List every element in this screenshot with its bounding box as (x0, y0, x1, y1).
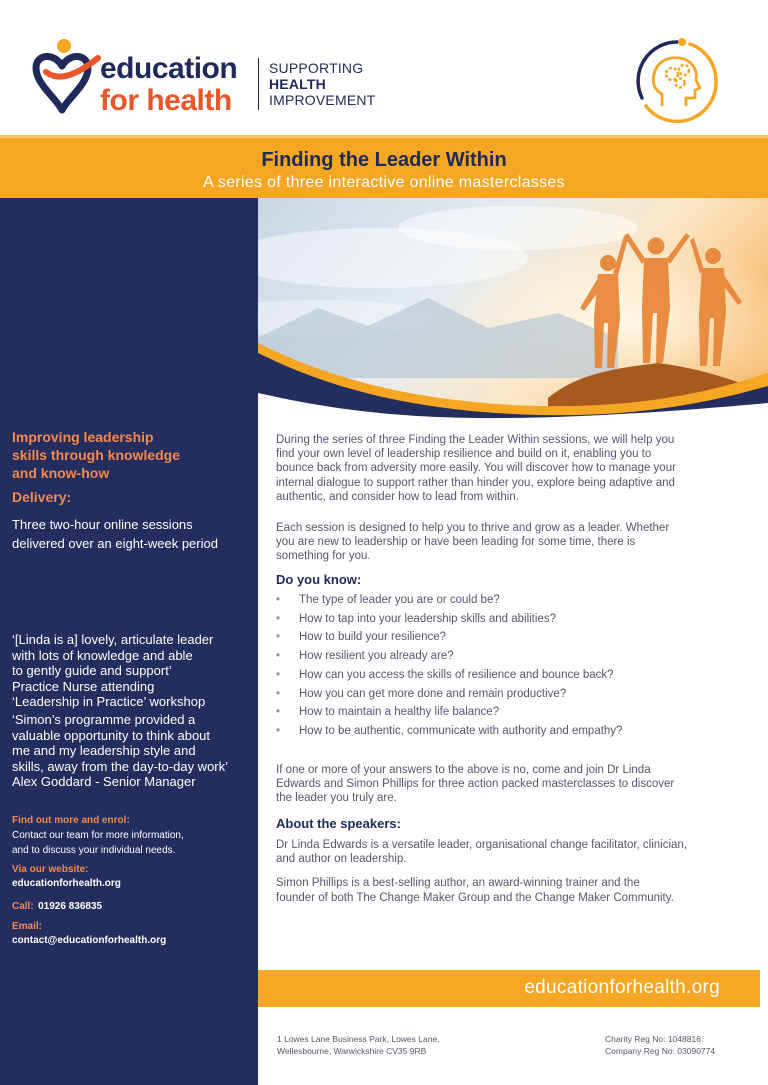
about-speakers-section (276, 816, 746, 905)
title-banner (0, 135, 768, 198)
delivery-line-2: delivered over an eight-week period (12, 536, 218, 551)
tagline-line-2: HEALTH (269, 76, 326, 92)
enrol-line-1: Contact our team for more information, (12, 830, 184, 841)
quote2-line-3: me and my leadership style and (12, 743, 196, 758)
logo-divider (258, 58, 259, 110)
education-for-health-logo (28, 38, 268, 118)
question-list (276, 591, 746, 741)
delivery-section (12, 488, 252, 553)
hero-image (258, 198, 768, 423)
session-line-2: you are new to leadership or have been leading for some time, there is (276, 536, 636, 549)
do-you-know-heading: Do you know: (276, 572, 362, 587)
page-title: Finding the Leader Within (261, 149, 507, 171)
simon-line-1: Simon Phillips is a best-selling author, an award-winning trainer and the (276, 877, 640, 890)
list-item: • How you can get more done and remain productive? (276, 685, 746, 704)
quote1-line-2: with lots of knowledge and able (12, 647, 193, 663)
page-header (0, 0, 768, 135)
enrol-section (12, 814, 252, 948)
sidebar-heading-line-3: and know-how (12, 465, 110, 481)
list-item: • How can you access the skills of resilience and bounce back? (276, 666, 746, 685)
intro-line-4: internal dialogue to support rather than hinder you, explore being adaptive and (276, 476, 675, 489)
heart-figure-icon (28, 38, 108, 118)
list-item: • How to maintain a healthy life balance? (276, 703, 746, 722)
join-line-2: Edwards and Simon Phillips for three action packed masterclasses to discover (276, 778, 675, 791)
call-line (12, 896, 252, 914)
join-paragraph (276, 763, 746, 806)
address-line-2: Wellesbourne, Warwickshire CV35 9RB (277, 1046, 427, 1056)
tagline-line-1: SUPPORTING (269, 60, 364, 76)
website-label: Via our website: (12, 864, 89, 875)
list-item: • How to be authentic, communicate with authority and empathy? (276, 722, 746, 741)
sidebar-heading-line-1: Improving leadership (12, 429, 154, 445)
session-paragraph (276, 521, 746, 564)
list-item: • How to build your resilience? (276, 628, 746, 647)
page-subtitle: A series of three interactive online masterclasses (203, 174, 565, 191)
list-item: • How to tap into your leadership skills and abilities? (276, 610, 746, 629)
list-item: • The type of leader you are or could be? (276, 591, 746, 610)
linda-line-1: Dr Linda Edwards is a versatile leader, organisational change facilitator, clinician, (276, 839, 688, 851)
call-label: Call: (12, 901, 34, 912)
quote1-line-5: ‘Leadership in Practice’ workshop (12, 694, 206, 709)
quote2-line-5: Alex Goddard - Senior Manager (12, 774, 196, 789)
sidebar-heading (12, 428, 252, 482)
logo-text-education: education (100, 52, 238, 85)
about-speakers-heading: About the speakers: (276, 816, 401, 831)
intro-line-5: authentic, and consider how to lead from within. (276, 490, 519, 503)
join-line-3: the leader you truly are. (276, 792, 397, 805)
quote1-line-1: ‘[Linda is a] lovely, articulate leader (12, 632, 214, 647)
footer-address (277, 1033, 440, 1057)
join-line-1: If one or more of your answers to the above is no, come and join Dr Linda (276, 764, 651, 776)
delivery-label: Delivery: (12, 489, 72, 505)
intro-line-3: bounce back from adversity more easily. You will discover how to manage your (276, 462, 676, 475)
session-line-1: Each session is designed to help you to thrive and grow as a leader. Whether (276, 522, 670, 534)
charity-number: Charity Reg No: 1048816 (605, 1034, 701, 1044)
quote2-line-4: skills, away from the day-to-day work’ (12, 758, 229, 774)
intro-line-1: During the series of three Finding the Leader Within sessions, we will help you (276, 434, 675, 446)
testimonial-simon (12, 712, 252, 790)
footer-registration (605, 1033, 715, 1057)
intro-paragraph (276, 433, 746, 504)
footer-bar (258, 970, 760, 1007)
logo-text-for-health: for health (100, 84, 232, 117)
enrol-line-2: and to discuss your individual needs. (12, 845, 176, 856)
list-item: • How resilient you already are? (276, 647, 746, 666)
delivery-line-1: Three two-hour online sessions (12, 517, 193, 532)
simon-bio (276, 876, 746, 904)
session-line-3: something for you. (276, 550, 371, 563)
quote1-line-3: to gently guide and support’ (12, 663, 172, 678)
simon-line-2: founder of both The Change Maker Group and the Change Maker Community. (276, 891, 674, 904)
enrol-heading: Find out more and enrol: (12, 815, 130, 826)
intro-line-2: find your own level of leadership resilience and build on it, enabling you to (276, 448, 652, 461)
phone-link[interactable]: 01926 836835 (38, 901, 103, 912)
quote2-line-2: valuable opportunity to think about (12, 727, 211, 743)
quote1-line-4: Practice Nurse attending (12, 678, 155, 694)
email-label: Email: (12, 921, 43, 932)
tagline-line-3: IMPROVEMENT (269, 92, 376, 108)
company-number: Company Reg No: 03090774 (605, 1046, 716, 1056)
linda-line-2: and author on leadership. (276, 853, 407, 866)
do-you-know-section (276, 572, 746, 741)
sidebar-heading-line-2: skills through knowledge (12, 447, 181, 463)
head-gears-icon (632, 36, 722, 126)
tagline (269, 60, 375, 108)
footer-website-link[interactable]: educationforhealth.org (524, 977, 720, 998)
address-line-1: 1 Lowes Lane Business Park, Lowes Lane, (277, 1034, 440, 1044)
quote2-line-1: ‘Simon’s programme provided a (12, 712, 196, 727)
email-link[interactable]: contact@educationforhealth.org (12, 935, 167, 946)
testimonial-linda (12, 632, 252, 710)
linda-bio (276, 838, 746, 866)
website-link[interactable]: educationforhealth.org (12, 878, 121, 889)
